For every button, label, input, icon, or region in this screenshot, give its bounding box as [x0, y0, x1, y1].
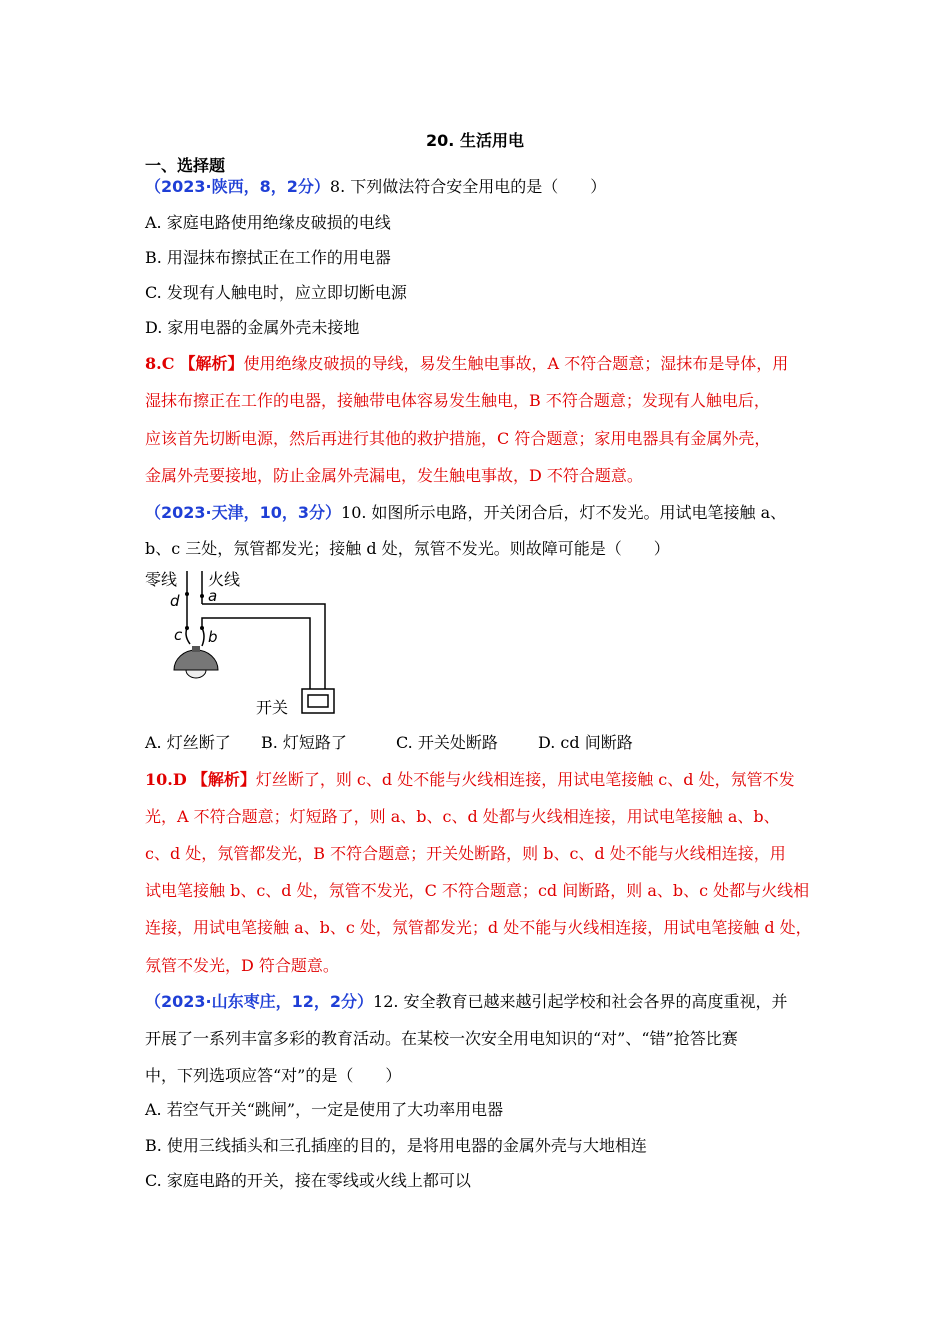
circuit-diagram [140, 566, 340, 724]
page-title: 20. 生活用电 [426, 131, 524, 150]
q10-stem-line: b、c 三处，氖管都发光；接触 d 处，氖管不发光。则故障可能是（ ） [145, 539, 670, 558]
q10-stem-line [145, 503, 786, 523]
q8-answer: 8.C [145, 354, 175, 373]
q8-analysis-line [145, 354, 788, 374]
point-d-label: d [170, 592, 180, 610]
q8-stem: 8. 下列做法符合安全用电的是（ ） [329, 177, 607, 196]
wire-to-switch-inner [202, 618, 310, 689]
q12-option-c: C. 家庭电路的开关，接在零线或火线上都可以 [145, 1171, 471, 1190]
q10-stem: 10. 如图所示电路，开关闭合后，灯不发光。用试电笔接触 a、 [341, 503, 787, 522]
q10-source: （2023·天津，10，3分） [145, 503, 342, 522]
lamp-socket [192, 646, 200, 652]
wire-to-switch-outer [202, 604, 325, 689]
point-b-label: b [208, 628, 218, 646]
q10-analysis-text: 灯丝断了，则 c、d 处不能与火线相连接，用试电笔接触 c、d 处，氖管不发 [255, 770, 795, 789]
q8-source: （2023·陕西，8，2分） [145, 177, 330, 196]
live-wire-label: 火线 [208, 570, 241, 589]
q10-analysis-tag: 【解析】 [191, 770, 256, 789]
q8-analysis-tag: 【解析】 [179, 354, 244, 373]
q10-analysis-line: 试电笔接触 b、c、d 处，氖管不发光，C 不符合题意；cd 间断路，则 a、b、c 处都与火线相 [145, 881, 810, 900]
q12-stem-line: 中，下列选项应答“对”的是（ ） [145, 1066, 402, 1085]
q12-option-a: A. 若空气开关“跳闸”，一定是使用了大功率用电器 [145, 1100, 504, 1119]
switch-label: 开关 [256, 698, 289, 717]
q8-option-c: C. 发现有人触电时，应立即切断电源 [145, 283, 407, 302]
q8-option-a: A. 家庭电路使用绝缘皮破损的电线 [145, 213, 391, 232]
point-c-label: c [174, 626, 183, 644]
q10-analysis-line: 氖管不发光，D 符合题意。 [145, 956, 339, 975]
q8-analysis-line: 应该首先切断电源，然后再进行其他的救护措施，C 符合题意；家用电器具有金属外壳， [145, 429, 771, 448]
point-a-label: a [208, 587, 218, 605]
q8-option-d: D. 家用电器的金属外壳未接地 [145, 318, 360, 337]
q12-stem-line: 开展了一系列丰富多彩的教育活动。在某校一次安全用电知识的“对”、“错”抢答比赛 [145, 1029, 738, 1048]
lamp-lead-neutral [186, 628, 190, 644]
q10-answer: 10.D [145, 770, 187, 789]
q10-analysis-line: 光，A 不符合题意；灯短路了，则 a、b、c、d 处都与火线相连接，用试电笔接触 a、b、 [145, 807, 780, 826]
q12-stem-line [145, 992, 788, 1012]
q10-option-d: D. cd 间断路 [538, 733, 633, 752]
switch-toggle [308, 695, 328, 707]
q10-option-b: B. 灯短路了 [261, 733, 347, 752]
q10-option-c: C. 开关处断路 [396, 733, 498, 752]
point-d-dot [185, 592, 189, 596]
q12-source: （2023·山东枣庄，12，2分） [145, 992, 374, 1011]
q8-analysis-line: 金属外壳要接地，防止金属外壳漏电，发生触电事故，D 不符合题意。 [145, 466, 643, 485]
q8-analysis-text: 使用绝缘皮破损的导线，易发生触电事故，A 不符合题意；湿抹布是导体，用 [243, 354, 789, 373]
q10-option-a: A. 灯丝断了 [145, 733, 231, 752]
q8-option-b: B. 用湿抹布擦拭正在工作的用电器 [145, 248, 391, 267]
lamp-shade [174, 650, 218, 670]
lamp-lead-live [202, 628, 204, 646]
neutral-wire-label: 零线 [145, 570, 178, 589]
lamp-bulb [186, 670, 206, 678]
section-heading: 一、选择题 [145, 156, 226, 175]
q10-analysis-line: c、d 处，氖管都发光，B 不符合题意；开关处断路，则 b、c、d 处不能与火线相连接，用 [145, 844, 786, 863]
q8-analysis-line: 湿抹布擦正在工作的电器，接触带电体容易发生触电，B 不符合题意；发现有人触电后， [145, 391, 770, 410]
q8-stem-line [145, 177, 606, 197]
q12-stem: 12. 安全教育已越来越引起学校和社会各界的高度重视，并 [373, 992, 788, 1011]
q10-analysis-line: 连接，用试电笔接触 a、b、c 处，氖管都发光；d 处不能与火线相连接，用试电笔接触 d 处， [145, 918, 812, 937]
q12-option-b: B. 使用三线插头和三孔插座的目的，是将用电器的金属外壳与大地相连 [145, 1136, 647, 1155]
q10-analysis-line [145, 770, 795, 790]
